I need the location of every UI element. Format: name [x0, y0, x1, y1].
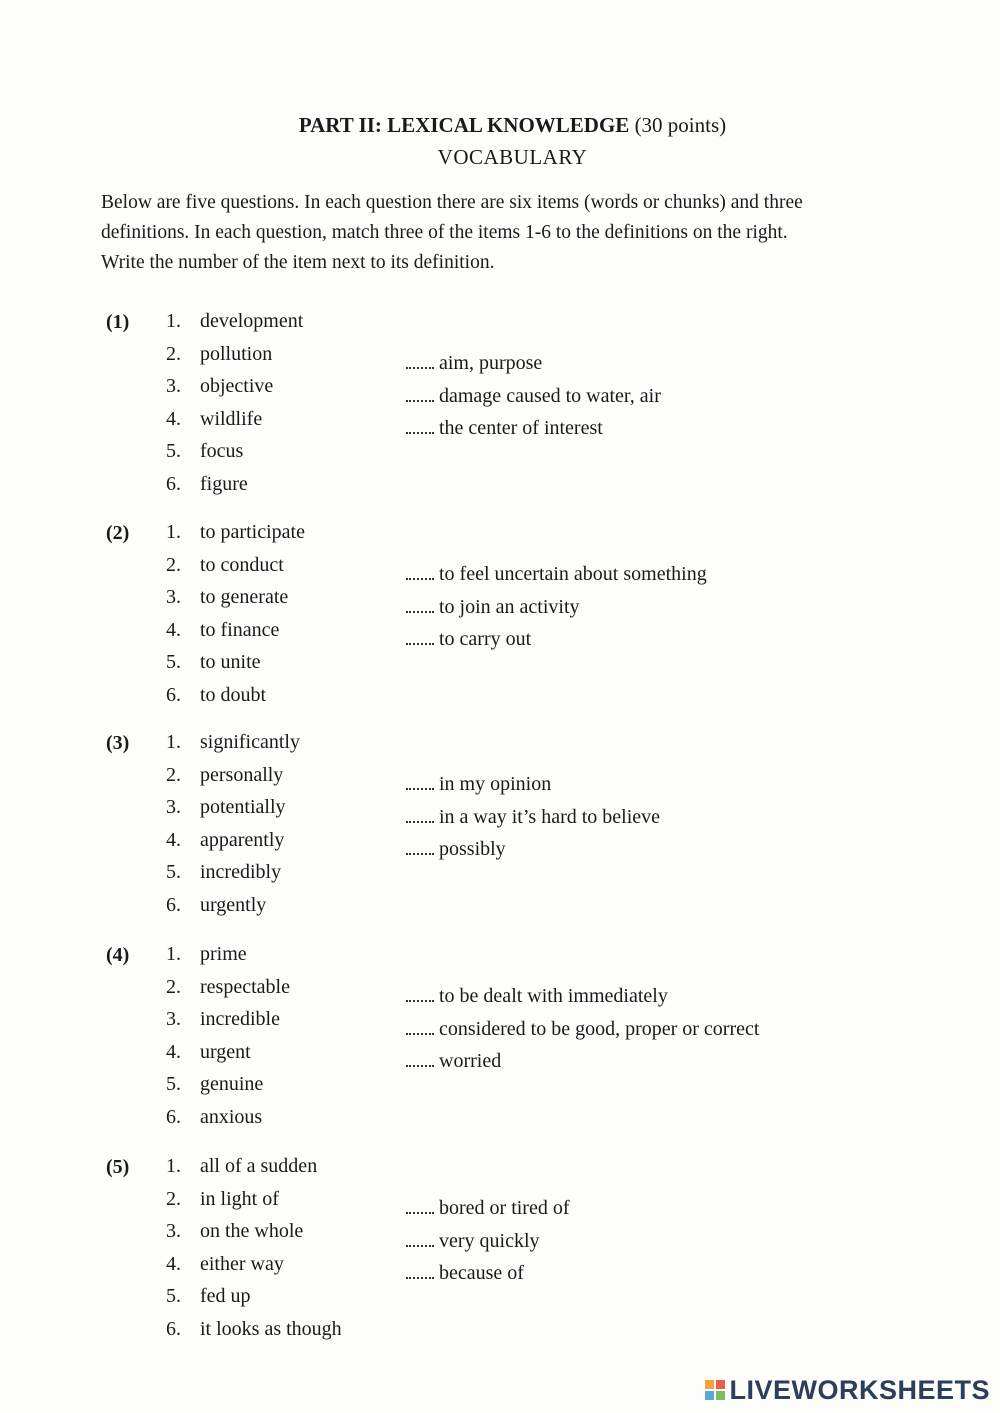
item-list [166, 308, 303, 504]
instructions-line: definitions. In each question, match three of the items 1-6 to the definitions on the right. [101, 222, 788, 243]
instructions-line: Below are five questions. In each question there are six items (words or chunks) and three [101, 192, 803, 213]
item [166, 341, 303, 374]
item-text: anxious [200, 1105, 263, 1128]
item [166, 974, 290, 1007]
item-text: prime [200, 943, 247, 965]
definition-list [406, 1195, 570, 1293]
item-text: it looks as though [200, 1317, 342, 1340]
item [166, 406, 303, 439]
answer-blank[interactable] [406, 786, 434, 790]
item [166, 617, 305, 650]
item-text: objective [200, 375, 274, 398]
item-number: 2. [166, 975, 181, 998]
item-number: 1. [166, 731, 181, 753]
definition-text: the center of interest [439, 417, 603, 439]
question-block [0, 731, 1000, 931]
definition [406, 983, 759, 1016]
page-title [0, 112, 1000, 138]
definition-text: considered to be good, proper or correct [439, 1017, 760, 1040]
liveworksheets-logo [705, 1373, 990, 1407]
definition-list [406, 350, 661, 448]
item-text: fed up [200, 1285, 251, 1308]
item [166, 682, 305, 715]
item-text: on the whole [200, 1220, 304, 1243]
item [166, 584, 305, 617]
definition [406, 383, 661, 416]
definition [406, 1016, 759, 1049]
answer-blank[interactable] [406, 576, 434, 580]
item-number: 5. [166, 1073, 181, 1096]
definition [406, 1228, 570, 1261]
item-list [166, 729, 300, 925]
definition [406, 1260, 570, 1293]
item [166, 794, 300, 827]
item-text: potentially [200, 796, 286, 819]
definition-text: aim, purpose [439, 352, 543, 374]
question-number: (5) [106, 1156, 130, 1178]
definition [406, 804, 660, 837]
item-number: 6. [166, 472, 181, 495]
answer-blank[interactable] [406, 1243, 434, 1247]
item [166, 1153, 342, 1186]
definition [406, 561, 707, 594]
item-number: 4. [166, 618, 181, 641]
item-number: 1. [166, 943, 181, 965]
answer-blank[interactable] [406, 398, 434, 402]
item-number: 1. [166, 310, 181, 332]
question-block [0, 1155, 1000, 1355]
item [166, 941, 290, 974]
item-text: to doubt [200, 683, 267, 706]
definition [406, 350, 661, 383]
answer-blank[interactable] [406, 365, 434, 369]
item-number: 2. [166, 342, 181, 365]
definition-list [406, 983, 759, 1081]
item-number: 6. [166, 683, 181, 706]
question-number: (2) [106, 522, 130, 544]
item-text: to participate [200, 521, 305, 543]
brand-text: LIVEWORKSHEETS [729, 1374, 990, 1405]
item-text: urgently [200, 893, 267, 916]
definition [406, 836, 660, 869]
definition-text: to join an activity [439, 595, 580, 618]
page-subtitle: VOCABULARY [437, 145, 588, 169]
item-text: genuine [200, 1073, 264, 1096]
definition-text: damage caused to water, air [439, 384, 661, 407]
definition [406, 626, 707, 659]
definition [406, 771, 660, 804]
item [166, 1316, 342, 1349]
item-text: in light of [200, 1187, 279, 1210]
item-list [166, 519, 305, 715]
item [166, 1039, 290, 1072]
item-number: 6. [166, 893, 181, 916]
definition-text: possibly [439, 838, 506, 860]
item-text: urgent [200, 1040, 251, 1063]
item [166, 649, 305, 682]
item [166, 438, 303, 471]
question-number: (4) [106, 944, 130, 966]
item-text: pollution [200, 342, 273, 365]
item [166, 1006, 290, 1039]
definition [406, 415, 661, 448]
item [166, 471, 303, 504]
item-number: 2. [166, 763, 181, 786]
item [166, 859, 300, 892]
definition-text: worried [439, 1050, 502, 1072]
item-text: to unite [200, 651, 261, 674]
item [166, 373, 303, 406]
title-text: PART II: LEXICAL KNOWLEDGE [298, 113, 630, 137]
item-number: 4. [166, 407, 181, 430]
answer-blank[interactable] [406, 641, 434, 645]
item [166, 552, 305, 585]
item-number: 4. [166, 1040, 181, 1063]
item-number: 4. [166, 1252, 181, 1275]
item [166, 1218, 342, 1251]
definition-list [406, 771, 660, 869]
item [166, 519, 305, 552]
item-number: 2. [166, 553, 181, 576]
item-text: all of a sudden [200, 1155, 318, 1177]
item [166, 762, 300, 795]
item-number: 5. [166, 651, 181, 674]
item-number: 6. [166, 1105, 181, 1128]
question-block [0, 943, 1000, 1143]
item [166, 1071, 290, 1104]
question-block [0, 521, 1000, 721]
question-number: (1) [106, 311, 130, 333]
item-number: 1. [166, 1155, 181, 1177]
item [166, 1283, 342, 1316]
item-text: personally [200, 763, 284, 786]
liveworksheets-logo-icon [705, 1380, 725, 1400]
item-text: significantly [200, 731, 300, 753]
item-number: 3. [166, 375, 181, 398]
answer-blank[interactable] [406, 1063, 434, 1067]
question-block [0, 310, 1000, 510]
answer-blank[interactable] [406, 1210, 434, 1214]
item-number: 3. [166, 1220, 181, 1243]
definition [406, 594, 707, 627]
instructions-line: Write the number of the item next to its definition. [101, 252, 495, 273]
item [166, 308, 303, 341]
item-list [166, 1153, 342, 1349]
definition [406, 1048, 759, 1081]
item-number: 6. [166, 1317, 181, 1340]
item-text: incredible [200, 1008, 280, 1031]
definition-text: in a way it’s hard to believe [439, 805, 661, 828]
definition-text: bored or tired of [439, 1197, 570, 1219]
item [166, 892, 300, 925]
answer-blank[interactable] [406, 998, 434, 1002]
item-list [166, 941, 290, 1137]
item [166, 1186, 342, 1219]
answer-blank[interactable] [406, 819, 434, 823]
definition-text: to carry out [439, 628, 532, 650]
item-text: respectable [200, 975, 290, 998]
item-text: to generate [200, 586, 289, 609]
instructions [101, 188, 921, 278]
definition [406, 1195, 570, 1228]
item-number: 5. [166, 440, 181, 463]
item-number: 2. [166, 1187, 181, 1210]
item [166, 1104, 290, 1137]
item-text: wildlife [200, 407, 263, 430]
points-text: (30 points) [634, 113, 727, 137]
item [166, 827, 300, 860]
definition-text: very quickly [439, 1229, 540, 1252]
definition-text: in my opinion [439, 773, 552, 795]
definition-list [406, 561, 707, 659]
item-text: to finance [200, 618, 280, 641]
answer-blank[interactable] [406, 609, 434, 613]
question-number: (3) [106, 732, 130, 754]
item-text: incredibly [200, 861, 282, 884]
definition-text: to feel uncertain about something [439, 563, 707, 585]
item-number: 5. [166, 1285, 181, 1308]
item [166, 729, 300, 762]
item-text: focus [200, 440, 244, 463]
item-text: figure [200, 472, 248, 495]
item-text: to conduct [200, 553, 284, 576]
definition-text: to be dealt with immediately [439, 985, 668, 1007]
item-number: 4. [166, 828, 181, 851]
item-text: development [200, 310, 304, 332]
item-text: either way [200, 1252, 284, 1275]
answer-blank[interactable] [406, 430, 434, 434]
item-number: 3. [166, 796, 181, 819]
definition-text: because of [439, 1262, 524, 1284]
item [166, 1251, 342, 1284]
item-number: 3. [166, 1008, 181, 1031]
item-text: apparently [200, 828, 285, 851]
item-number: 3. [166, 586, 181, 609]
item-number: 1. [166, 521, 181, 543]
item-number: 5. [166, 861, 181, 884]
answer-blank[interactable] [406, 1031, 434, 1035]
answer-blank[interactable] [406, 1275, 434, 1279]
answer-blank[interactable] [406, 851, 434, 855]
